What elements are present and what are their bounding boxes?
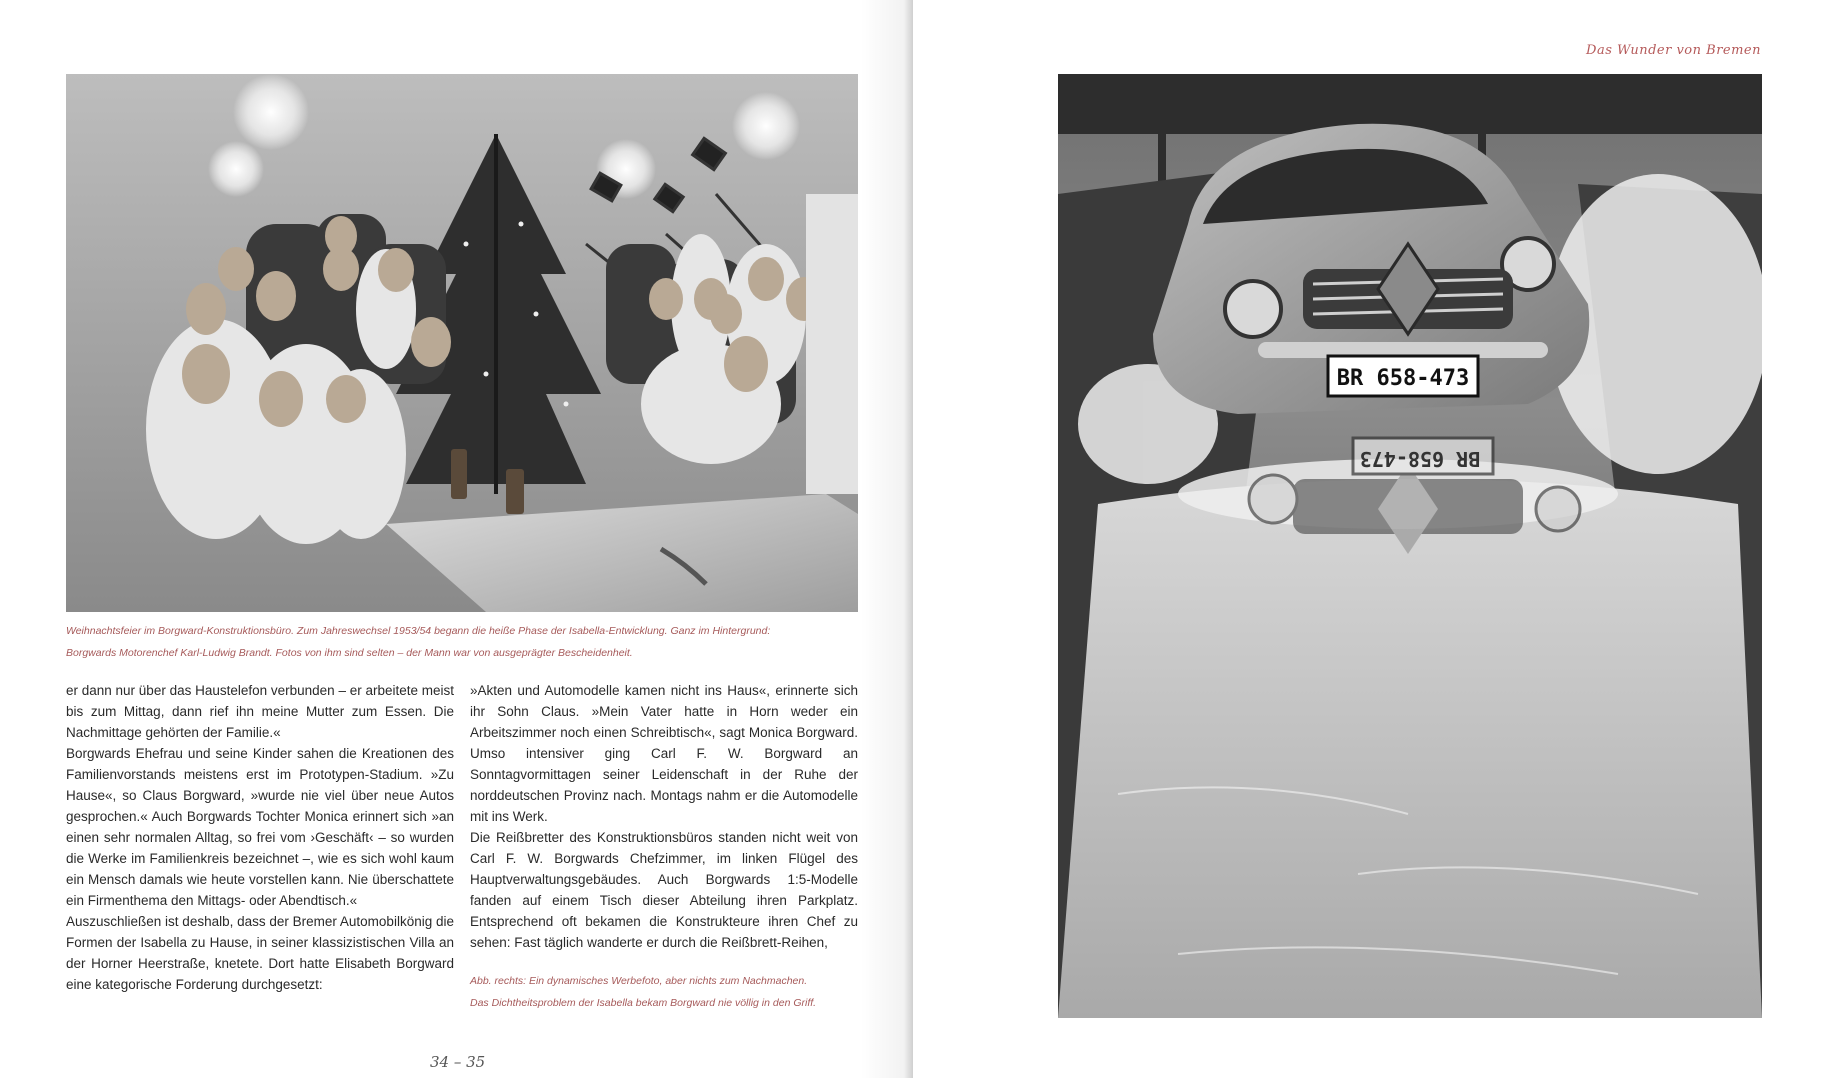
caption-line: Weihnachtsfeier im Borgward-Konstruktionsbüro. Zum Jahreswechsel 1953/54 begann die heiße Phase der Isabella-Entwicklung. Ganz im Hintergrund: — [66, 625, 771, 637]
text-column-2 — [470, 680, 858, 953]
car-splash-photo — [1058, 74, 1762, 1018]
license-plate: BR 658-473 — [1336, 366, 1470, 391]
running-head: Das Wunder von Bremen — [1586, 43, 1761, 58]
photo-caption-left — [66, 620, 866, 664]
paragraph: er dann nur über das Haustelefon verbunden – er arbeitete meist bis zum Mittag, dann rief ihn meine Mutter zum Essen. Die Nachmittage gehörten der Familie.« — [66, 683, 454, 740]
text-column-1 — [66, 680, 454, 995]
page-numbers: 34 – 35 — [430, 1053, 486, 1071]
paragraph: Borgwards Ehefrau und seine Kinder sahen die Kreationen des Familienvorstands meistens erst im Prototypen-Stadium. »Zu Hause«, so Claus Borgward, »wurde nie viel über neue Autos gesprochen.« Auch Borgwards Tochter Monica erinnert sich »an einen sehr normalen Alltag, so frei vom ›Geschäft‹ – so wurden die Werke im Familienkreis bezeichnet –, wie es sich wohl kaum ein Mensch damals wie heute vorstellen kann. Nie überschattete ein Firmenthema den Mittags- oder Abendtisch.« — [66, 746, 454, 908]
license-plate-reflection: BR 658-473 — [1359, 447, 1481, 471]
christmas-party-photo — [66, 74, 858, 612]
caption-line: Abb. rechts: Ein dynamisches Werbefoto, aber nichts zum Nachmachen. — [470, 975, 808, 987]
caption-line: Das Dichtheitsproblem der Isabella bekam Borgward nie völlig in den Griff. — [470, 997, 817, 1009]
paragraph: »Akten und Automodelle kamen nicht ins Haus«, erinnerte sich ihr Sohn Claus. »Mein Vater hatte in Horn weder ein Arbeitszimmer noch einen Schreibtisch«, sagt Monica Borgward. Umso intensiver ging Carl F. W. Borgward an Sonntagvormittagen seiner Leidenschaft in der Ruhe der norddeutschen Provinz nach. Montags nahm er die Automodelle mit ins Werk. — [470, 683, 858, 824]
photo-caption-right-ref — [470, 970, 870, 1014]
caption-line: Borgwards Motorenchef Karl-Ludwig Brandt. Fotos von ihm sind selten – der Mann war von ausgeprägter Bescheidenheit. — [66, 647, 633, 659]
paragraph: Die Reißbretter des Konstruktionsbüros standen nicht weit von Carl F. W. Borgwards Chefzimmer, im linken Flügel des Hauptverwaltungsgebäudes. Auch Borgwards 1:5-Modelle fanden auf einem Tisch dieser Abteilung ihren Parkplatz. Entsprechend oft bekamen die Konstrukteure ihren Chef zu sehen: Fast täglich wanderte er durch die Reißbrett-Reihen, — [470, 830, 858, 950]
paragraph: Auszuschließen ist deshalb, dass der Bremer Automobilkönig die Formen der Isabella zu Hause, in seiner klassizistischen Villa an der Horner Heerstraße, knetete. Dort hatte Elisabeth Borgward eine kategorische Forderung durchgesetzt: — [66, 914, 454, 992]
